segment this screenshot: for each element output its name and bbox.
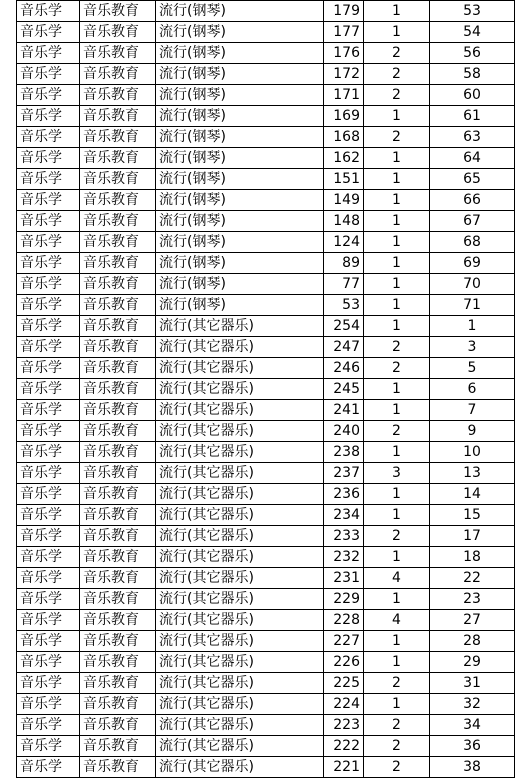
discipline-cell: 音乐学 bbox=[17, 589, 80, 610]
major-cell: 音乐教育 bbox=[80, 127, 156, 148]
table-row bbox=[17, 316, 515, 337]
discipline-cell: 音乐学 bbox=[17, 232, 80, 253]
table-row bbox=[17, 22, 515, 43]
discipline-cell: 音乐学 bbox=[17, 694, 80, 715]
count-cell: 1 bbox=[364, 442, 430, 463]
count-cell: 2 bbox=[364, 358, 430, 379]
score-cell: 225 bbox=[324, 673, 364, 694]
count-cell: 1 bbox=[364, 169, 430, 190]
rank-cell: 6 bbox=[430, 379, 515, 400]
discipline-cell: 音乐学 bbox=[17, 715, 80, 736]
direction-cell: 流行(钢琴) bbox=[156, 190, 324, 211]
score-cell: 148 bbox=[324, 211, 364, 232]
major-cell: 音乐教育 bbox=[80, 652, 156, 673]
score-cell: 168 bbox=[324, 127, 364, 148]
score-cell: 172 bbox=[324, 64, 364, 85]
count-cell: 2 bbox=[364, 736, 430, 757]
direction-cell: 流行(其它器乐) bbox=[156, 547, 324, 568]
count-cell: 1 bbox=[364, 652, 430, 673]
major-cell: 音乐教育 bbox=[80, 274, 156, 295]
rank-cell: 32 bbox=[430, 694, 515, 715]
score-cell: 77 bbox=[324, 274, 364, 295]
major-cell: 音乐教育 bbox=[80, 421, 156, 442]
rank-cell: 66 bbox=[430, 190, 515, 211]
score-cell: 223 bbox=[324, 715, 364, 736]
direction-cell: 流行(其它器乐) bbox=[156, 610, 324, 631]
rank-cell: 31 bbox=[430, 673, 515, 694]
score-cell: 236 bbox=[324, 484, 364, 505]
direction-cell: 流行(其它器乐) bbox=[156, 694, 324, 715]
count-cell: 2 bbox=[364, 43, 430, 64]
rank-cell: 28 bbox=[430, 631, 515, 652]
major-cell: 音乐教育 bbox=[80, 610, 156, 631]
table-row bbox=[17, 43, 515, 64]
major-cell: 音乐教育 bbox=[80, 64, 156, 85]
rank-cell: 17 bbox=[430, 526, 515, 547]
major-cell: 音乐教育 bbox=[80, 673, 156, 694]
major-cell: 音乐教育 bbox=[80, 379, 156, 400]
count-cell: 2 bbox=[364, 337, 430, 358]
discipline-cell: 音乐学 bbox=[17, 547, 80, 568]
rank-cell: 29 bbox=[430, 652, 515, 673]
rank-cell: 64 bbox=[430, 148, 515, 169]
discipline-cell: 音乐学 bbox=[17, 463, 80, 484]
table-row bbox=[17, 127, 515, 148]
rank-cell: 13 bbox=[430, 463, 515, 484]
rank-cell: 65 bbox=[430, 169, 515, 190]
score-cell: 177 bbox=[324, 22, 364, 43]
major-cell: 音乐教育 bbox=[80, 337, 156, 358]
table-row bbox=[17, 1, 515, 22]
table-row bbox=[17, 148, 515, 169]
table-row bbox=[17, 379, 515, 400]
direction-cell: 流行(钢琴) bbox=[156, 22, 324, 43]
major-cell: 音乐教育 bbox=[80, 505, 156, 526]
major-cell: 音乐教育 bbox=[80, 22, 156, 43]
major-cell: 音乐教育 bbox=[80, 211, 156, 232]
score-cell: 124 bbox=[324, 232, 364, 253]
rank-cell: 56 bbox=[430, 43, 515, 64]
rank-cell: 10 bbox=[430, 442, 515, 463]
direction-cell: 流行(钢琴) bbox=[156, 43, 324, 64]
count-cell: 1 bbox=[364, 232, 430, 253]
table-row bbox=[17, 526, 515, 547]
count-cell: 1 bbox=[364, 253, 430, 274]
score-cell: 151 bbox=[324, 169, 364, 190]
direction-cell: 流行(其它器乐) bbox=[156, 442, 324, 463]
direction-cell: 流行(钢琴) bbox=[156, 106, 324, 127]
discipline-cell: 音乐学 bbox=[17, 316, 80, 337]
rank-cell: 54 bbox=[430, 22, 515, 43]
direction-cell: 流行(其它器乐) bbox=[156, 568, 324, 589]
major-cell: 音乐教育 bbox=[80, 694, 156, 715]
discipline-cell: 音乐学 bbox=[17, 211, 80, 232]
table-row bbox=[17, 631, 515, 652]
direction-cell: 流行(钢琴) bbox=[156, 274, 324, 295]
count-cell: 3 bbox=[364, 463, 430, 484]
rank-cell: 22 bbox=[430, 568, 515, 589]
rank-cell: 34 bbox=[430, 715, 515, 736]
discipline-cell: 音乐学 bbox=[17, 106, 80, 127]
score-cell: 247 bbox=[324, 337, 364, 358]
discipline-cell: 音乐学 bbox=[17, 421, 80, 442]
count-cell: 1 bbox=[364, 379, 430, 400]
score-cell: 241 bbox=[324, 400, 364, 421]
score-cell: 227 bbox=[324, 631, 364, 652]
table-row bbox=[17, 757, 515, 778]
discipline-cell: 音乐学 bbox=[17, 43, 80, 64]
score-cell: 179 bbox=[324, 1, 364, 22]
table-row bbox=[17, 274, 515, 295]
table-row bbox=[17, 589, 515, 610]
direction-cell: 流行(钢琴) bbox=[156, 232, 324, 253]
table-row bbox=[17, 337, 515, 358]
direction-cell: 流行(钢琴) bbox=[156, 169, 324, 190]
major-cell: 音乐教育 bbox=[80, 1, 156, 22]
score-cell: 149 bbox=[324, 190, 364, 211]
count-cell: 1 bbox=[364, 400, 430, 421]
score-cell: 233 bbox=[324, 526, 364, 547]
direction-cell: 流行(其它器乐) bbox=[156, 484, 324, 505]
count-cell: 1 bbox=[364, 505, 430, 526]
score-table bbox=[16, 0, 515, 778]
discipline-cell: 音乐学 bbox=[17, 379, 80, 400]
table-row bbox=[17, 400, 515, 421]
count-cell: 1 bbox=[364, 211, 430, 232]
direction-cell: 流行(其它器乐) bbox=[156, 589, 324, 610]
direction-cell: 流行(钢琴) bbox=[156, 148, 324, 169]
score-cell: 245 bbox=[324, 379, 364, 400]
score-cell: 229 bbox=[324, 589, 364, 610]
score-cell: 222 bbox=[324, 736, 364, 757]
direction-cell: 流行(其它器乐) bbox=[156, 736, 324, 757]
table-row bbox=[17, 673, 515, 694]
score-cell: 237 bbox=[324, 463, 364, 484]
rank-cell: 60 bbox=[430, 85, 515, 106]
major-cell: 音乐教育 bbox=[80, 106, 156, 127]
discipline-cell: 音乐学 bbox=[17, 526, 80, 547]
major-cell: 音乐教育 bbox=[80, 526, 156, 547]
count-cell: 1 bbox=[364, 148, 430, 169]
score-cell: 228 bbox=[324, 610, 364, 631]
rank-cell: 3 bbox=[430, 337, 515, 358]
discipline-cell: 音乐学 bbox=[17, 64, 80, 85]
major-cell: 音乐教育 bbox=[80, 463, 156, 484]
rank-cell: 5 bbox=[430, 358, 515, 379]
rank-cell: 61 bbox=[430, 106, 515, 127]
table-row bbox=[17, 568, 515, 589]
score-cell: 254 bbox=[324, 316, 364, 337]
count-cell: 2 bbox=[364, 715, 430, 736]
discipline-cell: 音乐学 bbox=[17, 295, 80, 316]
table-row bbox=[17, 694, 515, 715]
count-cell: 2 bbox=[364, 127, 430, 148]
direction-cell: 流行(其它器乐) bbox=[156, 526, 324, 547]
count-cell: 4 bbox=[364, 568, 430, 589]
score-cell: 238 bbox=[324, 442, 364, 463]
direction-cell: 流行(其它器乐) bbox=[156, 400, 324, 421]
count-cell: 1 bbox=[364, 484, 430, 505]
rank-cell: 68 bbox=[430, 232, 515, 253]
direction-cell: 流行(其它器乐) bbox=[156, 757, 324, 778]
count-cell: 1 bbox=[364, 589, 430, 610]
table-row bbox=[17, 421, 515, 442]
rank-cell: 23 bbox=[430, 589, 515, 610]
count-cell: 1 bbox=[364, 547, 430, 568]
table-row bbox=[17, 169, 515, 190]
rank-cell: 1 bbox=[430, 316, 515, 337]
major-cell: 音乐教育 bbox=[80, 43, 156, 64]
major-cell: 音乐教育 bbox=[80, 400, 156, 421]
major-cell: 音乐教育 bbox=[80, 757, 156, 778]
count-cell: 1 bbox=[364, 106, 430, 127]
discipline-cell: 音乐学 bbox=[17, 757, 80, 778]
table-row bbox=[17, 610, 515, 631]
discipline-cell: 音乐学 bbox=[17, 568, 80, 589]
score-cell: 53 bbox=[324, 295, 364, 316]
count-cell: 2 bbox=[364, 673, 430, 694]
discipline-cell: 音乐学 bbox=[17, 673, 80, 694]
score-cell: 169 bbox=[324, 106, 364, 127]
direction-cell: 流行(钢琴) bbox=[156, 295, 324, 316]
count-cell: 2 bbox=[364, 421, 430, 442]
count-cell: 1 bbox=[364, 1, 430, 22]
score-cell: 176 bbox=[324, 43, 364, 64]
rank-cell: 9 bbox=[430, 421, 515, 442]
table-row bbox=[17, 253, 515, 274]
direction-cell: 流行(钢琴) bbox=[156, 211, 324, 232]
major-cell: 音乐教育 bbox=[80, 232, 156, 253]
direction-cell: 流行(其它器乐) bbox=[156, 463, 324, 484]
direction-cell: 流行(其它器乐) bbox=[156, 379, 324, 400]
score-cell: 226 bbox=[324, 652, 364, 673]
table-row bbox=[17, 190, 515, 211]
rank-cell: 58 bbox=[430, 64, 515, 85]
rank-cell: 14 bbox=[430, 484, 515, 505]
table-row bbox=[17, 547, 515, 568]
rank-cell: 69 bbox=[430, 253, 515, 274]
count-cell: 1 bbox=[364, 190, 430, 211]
score-cell: 221 bbox=[324, 757, 364, 778]
table-row bbox=[17, 463, 515, 484]
major-cell: 音乐教育 bbox=[80, 190, 156, 211]
rank-cell: 70 bbox=[430, 274, 515, 295]
discipline-cell: 音乐学 bbox=[17, 274, 80, 295]
count-cell: 2 bbox=[364, 526, 430, 547]
discipline-cell: 音乐学 bbox=[17, 22, 80, 43]
score-cell: 240 bbox=[324, 421, 364, 442]
discipline-cell: 音乐学 bbox=[17, 127, 80, 148]
major-cell: 音乐教育 bbox=[80, 589, 156, 610]
table-row bbox=[17, 232, 515, 253]
direction-cell: 流行(其它器乐) bbox=[156, 316, 324, 337]
discipline-cell: 音乐学 bbox=[17, 631, 80, 652]
score-cell: 89 bbox=[324, 253, 364, 274]
count-cell: 1 bbox=[364, 295, 430, 316]
direction-cell: 流行(其它器乐) bbox=[156, 337, 324, 358]
discipline-cell: 音乐学 bbox=[17, 505, 80, 526]
count-cell: 2 bbox=[364, 757, 430, 778]
discipline-cell: 音乐学 bbox=[17, 190, 80, 211]
direction-cell: 流行(其它器乐) bbox=[156, 652, 324, 673]
major-cell: 音乐教育 bbox=[80, 316, 156, 337]
rank-cell: 53 bbox=[430, 1, 515, 22]
major-cell: 音乐教育 bbox=[80, 295, 156, 316]
discipline-cell: 音乐学 bbox=[17, 148, 80, 169]
direction-cell: 流行(其它器乐) bbox=[156, 505, 324, 526]
rank-cell: 71 bbox=[430, 295, 515, 316]
direction-cell: 流行(其它器乐) bbox=[156, 421, 324, 442]
discipline-cell: 音乐学 bbox=[17, 85, 80, 106]
count-cell: 1 bbox=[364, 274, 430, 295]
major-cell: 音乐教育 bbox=[80, 442, 156, 463]
major-cell: 音乐教育 bbox=[80, 358, 156, 379]
table-row bbox=[17, 652, 515, 673]
count-cell: 1 bbox=[364, 316, 430, 337]
count-cell: 1 bbox=[364, 694, 430, 715]
rank-cell: 7 bbox=[430, 400, 515, 421]
major-cell: 音乐教育 bbox=[80, 148, 156, 169]
table-row bbox=[17, 106, 515, 127]
major-cell: 音乐教育 bbox=[80, 547, 156, 568]
score-cell: 171 bbox=[324, 85, 364, 106]
discipline-cell: 音乐学 bbox=[17, 169, 80, 190]
rank-cell: 27 bbox=[430, 610, 515, 631]
major-cell: 音乐教育 bbox=[80, 484, 156, 505]
major-cell: 音乐教育 bbox=[80, 85, 156, 106]
count-cell: 2 bbox=[364, 85, 430, 106]
score-cell: 162 bbox=[324, 148, 364, 169]
discipline-cell: 音乐学 bbox=[17, 337, 80, 358]
direction-cell: 流行(其它器乐) bbox=[156, 715, 324, 736]
major-cell: 音乐教育 bbox=[80, 169, 156, 190]
rank-cell: 18 bbox=[430, 547, 515, 568]
rank-cell: 63 bbox=[430, 127, 515, 148]
discipline-cell: 音乐学 bbox=[17, 610, 80, 631]
discipline-cell: 音乐学 bbox=[17, 253, 80, 274]
table-row bbox=[17, 736, 515, 757]
score-cell: 234 bbox=[324, 505, 364, 526]
rank-cell: 15 bbox=[430, 505, 515, 526]
major-cell: 音乐教育 bbox=[80, 715, 156, 736]
discipline-cell: 音乐学 bbox=[17, 400, 80, 421]
major-cell: 音乐教育 bbox=[80, 736, 156, 757]
discipline-cell: 音乐学 bbox=[17, 652, 80, 673]
rank-cell: 67 bbox=[430, 211, 515, 232]
direction-cell: 流行(钢琴) bbox=[156, 1, 324, 22]
table-row bbox=[17, 64, 515, 85]
count-cell: 1 bbox=[364, 22, 430, 43]
direction-cell: 流行(其它器乐) bbox=[156, 631, 324, 652]
major-cell: 音乐教育 bbox=[80, 568, 156, 589]
table-row bbox=[17, 715, 515, 736]
discipline-cell: 音乐学 bbox=[17, 736, 80, 757]
table-row bbox=[17, 85, 515, 106]
major-cell: 音乐教育 bbox=[80, 253, 156, 274]
table-row bbox=[17, 505, 515, 526]
score-cell: 232 bbox=[324, 547, 364, 568]
major-cell: 音乐教育 bbox=[80, 631, 156, 652]
score-cell: 246 bbox=[324, 358, 364, 379]
count-cell: 2 bbox=[364, 64, 430, 85]
discipline-cell: 音乐学 bbox=[17, 442, 80, 463]
score-cell: 224 bbox=[324, 694, 364, 715]
score-cell: 231 bbox=[324, 568, 364, 589]
count-cell: 1 bbox=[364, 631, 430, 652]
direction-cell: 流行(钢琴) bbox=[156, 127, 324, 148]
discipline-cell: 音乐学 bbox=[17, 358, 80, 379]
direction-cell: 流行(钢琴) bbox=[156, 253, 324, 274]
direction-cell: 流行(钢琴) bbox=[156, 64, 324, 85]
discipline-cell: 音乐学 bbox=[17, 484, 80, 505]
rank-cell: 36 bbox=[430, 736, 515, 757]
table-row bbox=[17, 358, 515, 379]
direction-cell: 流行(钢琴) bbox=[156, 85, 324, 106]
table-row bbox=[17, 484, 515, 505]
table-row bbox=[17, 211, 515, 232]
count-cell: 4 bbox=[364, 610, 430, 631]
direction-cell: 流行(其它器乐) bbox=[156, 673, 324, 694]
table-row bbox=[17, 295, 515, 316]
score-table-body bbox=[17, 1, 515, 778]
rank-cell: 38 bbox=[430, 757, 515, 778]
table-row bbox=[17, 442, 515, 463]
direction-cell: 流行(其它器乐) bbox=[156, 358, 324, 379]
discipline-cell: 音乐学 bbox=[17, 1, 80, 22]
